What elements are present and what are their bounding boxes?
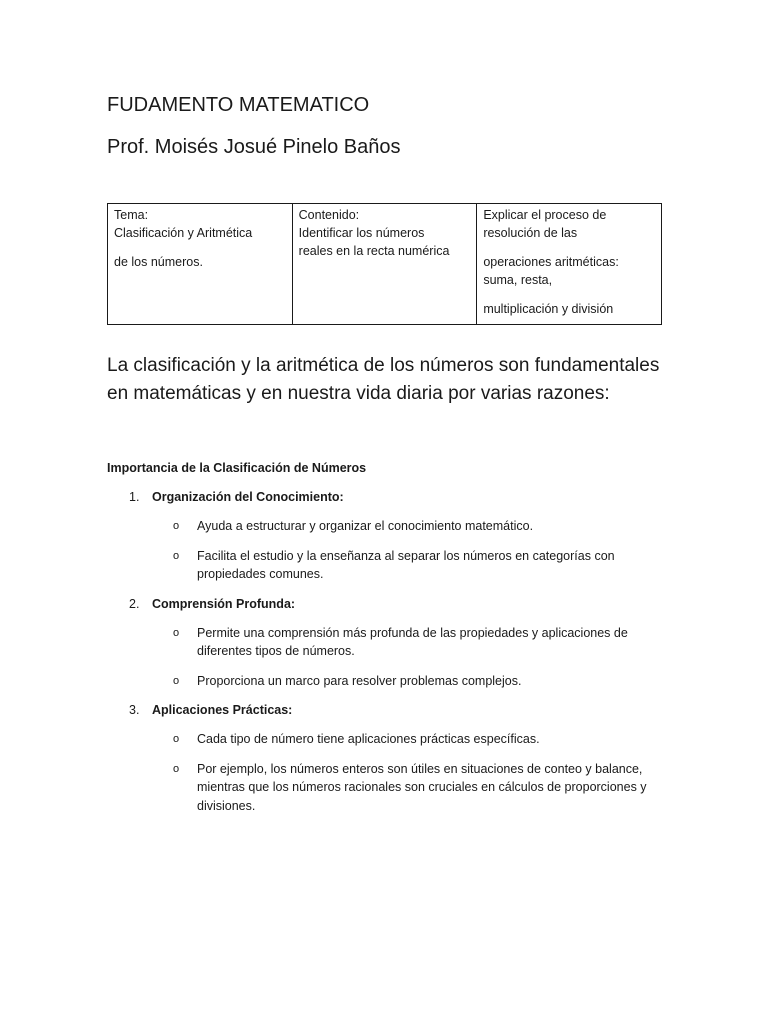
cell-text: reales en la recta numérica	[298, 244, 450, 258]
circle-bullet-icon: o	[173, 674, 180, 687]
cell-text: Clasificación y Aritmética	[114, 226, 253, 240]
sub-item-text: Ayuda a estructurar y organizar el conocimiento matemático.	[197, 519, 534, 533]
cell-text: multiplicación y división	[483, 302, 614, 316]
table-cell-objetivo	[477, 204, 662, 325]
circle-bullet-icon: o	[173, 520, 180, 532]
cell-text: Contenido:	[298, 208, 360, 222]
cell-text: resolución de las	[483, 226, 578, 240]
points-list	[107, 488, 662, 815]
sub-list	[107, 517, 662, 584]
table-row	[108, 204, 662, 325]
list-number: 1.	[129, 490, 140, 504]
sub-item-text: Por ejemplo, los números enteros son útiles en situaciones de conteo y balance, mientras que los números racionales son cruciales en cálculos de proporciones y divisiones.	[197, 761, 647, 813]
circle-bullet-icon: o	[173, 626, 180, 639]
cell-text: suma, resta,	[483, 273, 553, 287]
sub-item	[107, 624, 662, 661]
cell-text: de los números.	[114, 255, 203, 269]
section-heading: Importancia de la Clasificación de Números	[107, 461, 367, 475]
sub-item-text: Proporciona un marco para resolver problemas complejos.	[197, 673, 522, 688]
sub-item-text: Permite una comprensión más profunda de las propiedades y aplicaciones de diferentes tipos de números.	[197, 625, 628, 658]
list-item	[107, 488, 662, 584]
point-title: Organización del Conocimiento:	[152, 490, 344, 504]
document-page	[107, 92, 662, 826]
sub-item	[107, 547, 662, 584]
list-number: 2.	[129, 596, 140, 611]
document-author: Prof. Moisés Josué Pinelo Baños	[107, 136, 401, 158]
sub-item	[107, 517, 662, 536]
sub-item	[107, 672, 662, 691]
sub-item-text: Facilita el estudio y la enseñanza al separar los números en categorías con propiedades comunes.	[197, 548, 615, 581]
sub-item-text: Cada tipo de número tiene aplicaciones prácticas específicas.	[197, 732, 540, 746]
intro-paragraph: La clasificación y la aritmética de los números son fundamentales en matemáticas y en nuestra vida diaria por varias razones:	[107, 355, 660, 404]
list-number: 3.	[129, 703, 140, 717]
sub-item	[107, 730, 662, 749]
document-title: FUDAMENTO MATEMATICO	[107, 94, 370, 116]
circle-bullet-icon: o	[173, 733, 180, 745]
cell-text: Tema:	[114, 208, 149, 222]
point-title: Comprensión Profunda:	[152, 596, 296, 611]
cell-text: Explicar el proceso de	[483, 208, 607, 222]
cell-text: Identificar los números	[298, 226, 425, 240]
circle-bullet-icon: o	[173, 549, 180, 562]
cell-text: operaciones aritméticas:	[483, 255, 619, 269]
circle-bullet-icon: o	[173, 762, 180, 775]
table-cell-contenido	[292, 204, 477, 325]
list-item	[107, 595, 662, 691]
list-item	[107, 701, 662, 815]
table-cell-tema	[108, 204, 293, 325]
sub-list	[107, 624, 662, 691]
sub-list	[107, 730, 662, 815]
point-title: Aplicaciones Prácticas:	[152, 703, 293, 717]
topic-table	[107, 203, 662, 325]
sub-item	[107, 760, 662, 816]
